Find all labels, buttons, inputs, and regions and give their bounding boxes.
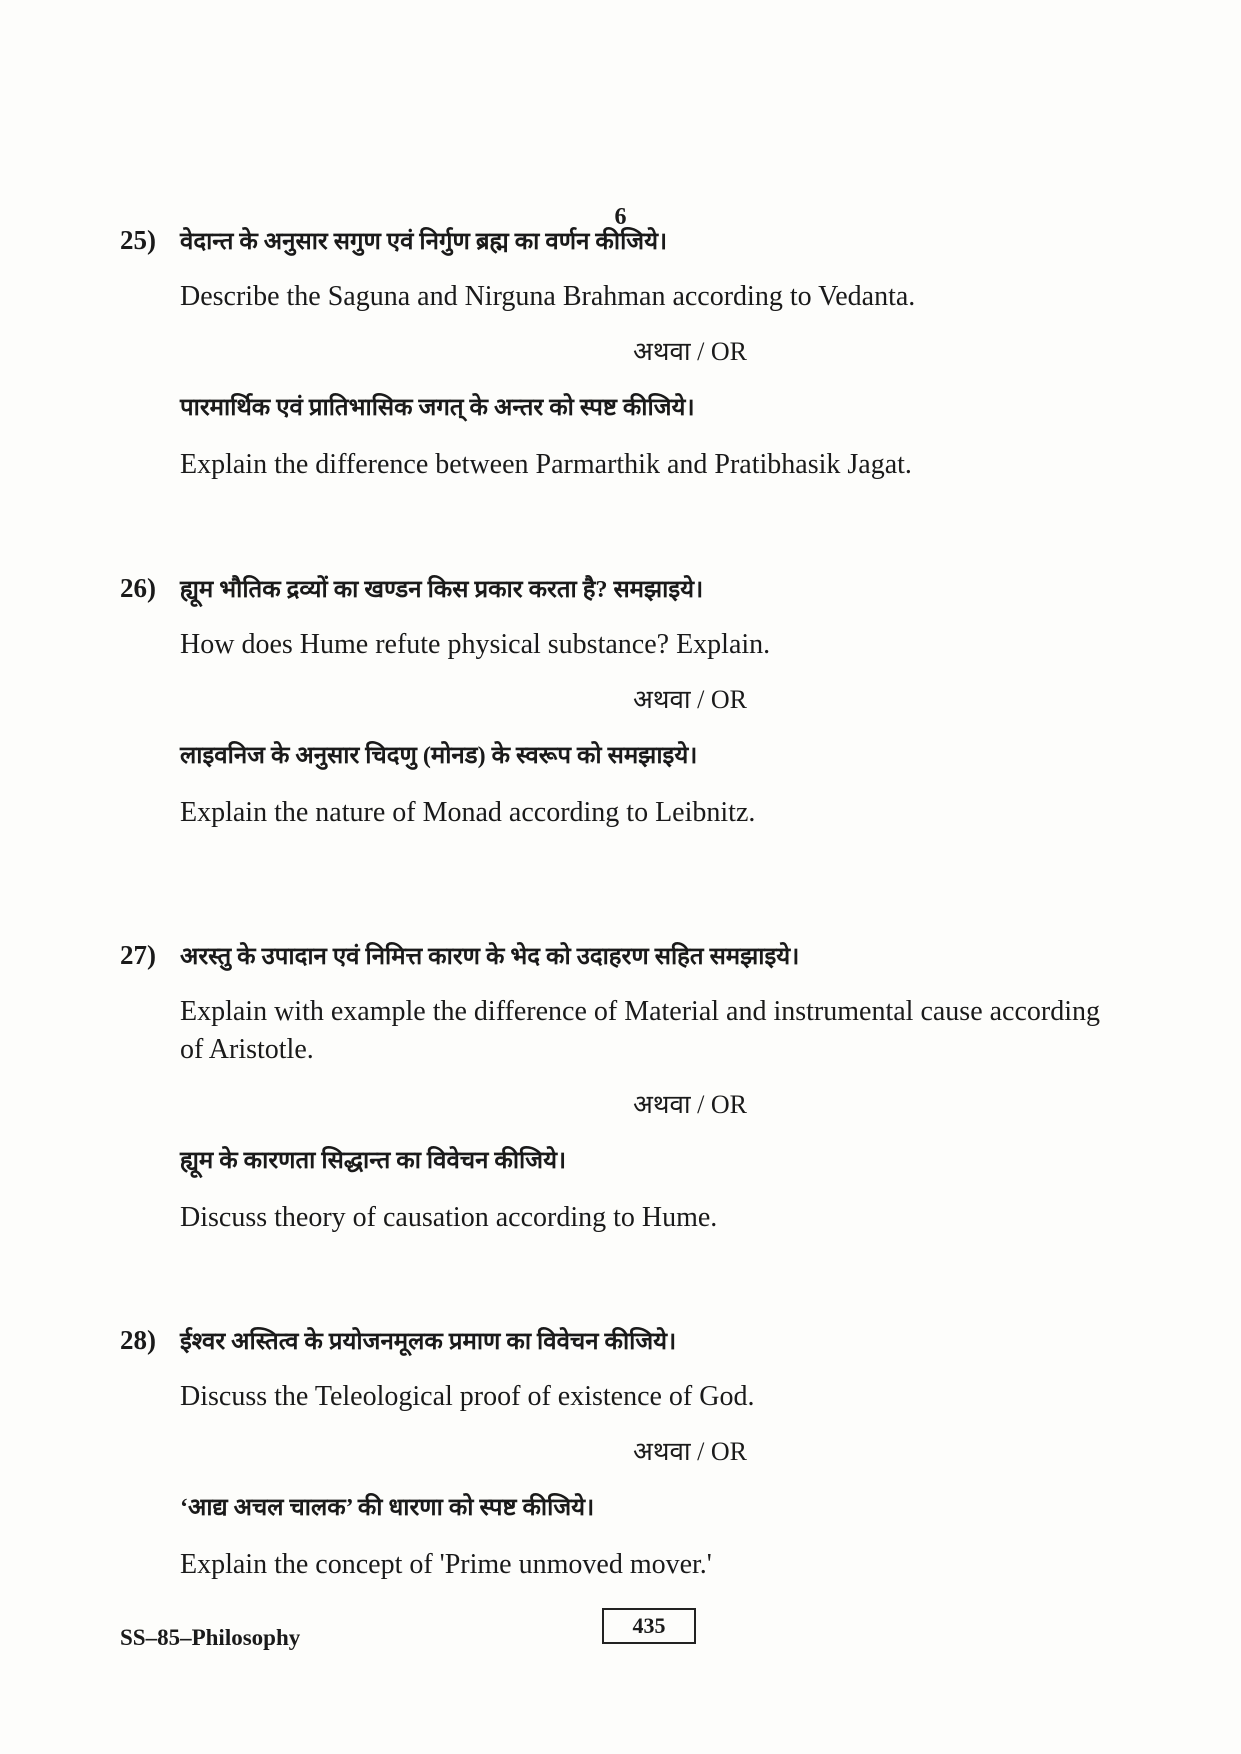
or-label: अथवा / OR <box>632 1090 747 1119</box>
question-english: Explain with example the difference of Material and instrumental cause according of Aristotle. <box>180 996 1101 1065</box>
question-hindi-text: ईश्वर अस्तित्व के प्रयोजनमूलक प्रमाण का विवेचन कीजिये। <box>180 1329 677 1355</box>
question-28 <box>120 1322 1130 1584</box>
question-27 <box>120 937 1130 1237</box>
question-hindi <box>120 222 1130 258</box>
question-english: Discuss the Teleological proof of existence of God. <box>180 1381 755 1412</box>
question-hindi <box>120 937 1130 973</box>
or-label: अथवा / OR <box>632 1437 747 1466</box>
alternate-question-english: Explain the concept of 'Prime unmoved mover.' <box>180 1549 712 1580</box>
question-english: How does Hume refute physical substance? Explain. <box>180 629 771 660</box>
alternate-question-english: Discuss theory of causation according to Hume. <box>180 1202 718 1233</box>
alternate-question-english: Explain the difference between Parmarthik and Pratibhasik Jagat. <box>180 449 912 480</box>
question-hindi-text: वेदान्त के अनुसार सगुण एवं निर्गुण ब्रह्म का वर्णन कीजिये। <box>180 229 668 255</box>
alternate-question-hindi: ‘आद्य अचल चालक’ की धारणा को स्पष्ट कीजिये। <box>180 1495 595 1521</box>
question-hindi <box>120 570 1130 606</box>
question-25 <box>120 222 1130 484</box>
page-number: 6 <box>614 204 627 230</box>
question-english: Describe the Saguna and Nirguna Brahman according to Vedanta. <box>180 281 916 312</box>
or-label: अथवा / OR <box>632 685 747 714</box>
or-label: अथवा / OR <box>632 337 747 366</box>
question-26 <box>120 570 1130 832</box>
question-hindi-text: अरस्तु के उपादान एवं निमित्त कारण के भेद को उदाहरण सहित समझाइये। <box>180 944 800 970</box>
alternate-question-hindi: ह्यूम के कारणता सिद्धान्त का विवेचन कीजिये। <box>180 1148 567 1174</box>
alternate-question-hindi: लाइवनिज के अनुसार चिदणु (मोनड) के स्वरूप को समझाइये। <box>180 743 698 769</box>
question-number: 25) <box>120 225 156 255</box>
question-hindi <box>120 1322 1130 1358</box>
alternate-question-english: Explain the nature of Monad according to Leibnitz. <box>180 797 756 828</box>
question-number: 26) <box>120 573 156 603</box>
page-serial-box: 435 <box>602 1608 696 1644</box>
paper-code: SS–85–Philosophy <box>120 1625 301 1650</box>
alternate-question-hindi: पारमार्थिक एवं प्रातिभासिक जगत् के अन्तर को स्पष्ट कीजिये। <box>180 395 695 421</box>
question-number: 28) <box>120 1325 156 1355</box>
question-number: 27) <box>120 940 156 970</box>
question-hindi-text: ह्यूम भौतिक द्रव्यों का खण्डन किस प्रकार करता है? समझाइये। <box>180 577 704 603</box>
